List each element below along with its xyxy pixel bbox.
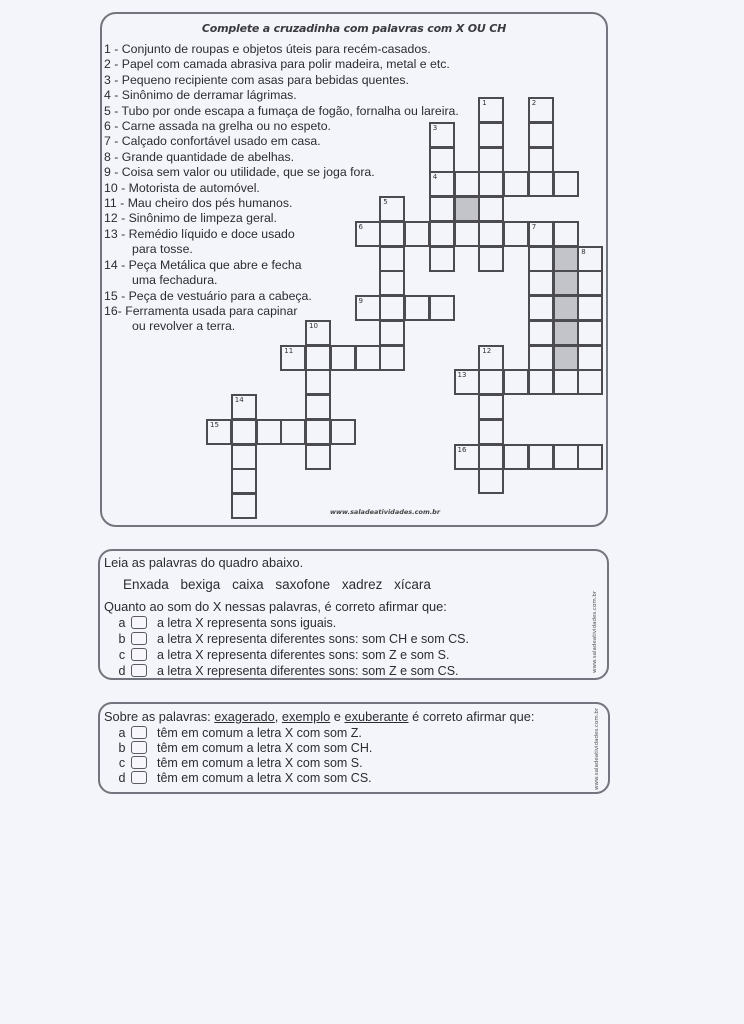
option-checkbox[interactable] [131, 756, 147, 769]
crossword-cell[interactable] [528, 246, 554, 272]
crossword-cell[interactable] [330, 345, 356, 371]
crossword-cell[interactable] [503, 171, 529, 197]
crossword-cell[interactable] [577, 295, 603, 321]
question-2-option-c[interactable] [116, 755, 363, 770]
crossword-cell[interactable] [553, 171, 579, 197]
clue-number-label: 16 [457, 445, 467, 454]
crossword-cell[interactable] [528, 295, 554, 321]
clue-15: 15 - Peça de vestuário para a cabeça. [104, 288, 312, 303]
crossword-cell[interactable] [478, 345, 504, 371]
crossword-cell[interactable] [528, 147, 554, 173]
crossword-cell[interactable] [305, 394, 331, 420]
crossword-cell[interactable] [478, 97, 504, 123]
crossword-cell[interactable] [577, 246, 603, 272]
option-text: a letra X representa diferentes sons: som Z e som CS. [157, 663, 459, 678]
option-text: têm em comum a letra X com som CH. [157, 740, 373, 755]
crossword-cell[interactable] [577, 369, 603, 395]
clue-number-label: 14 [234, 396, 244, 404]
crossword-cell[interactable] [429, 246, 455, 272]
crossword-cell[interactable] [528, 320, 554, 346]
crossword-cell[interactable] [528, 444, 554, 470]
crossword-cell[interactable] [478, 468, 504, 494]
crossword-shaded-cell [553, 246, 579, 272]
clue-13: 13 - Remédio líquido e doce usado [104, 226, 295, 241]
crossword-cell[interactable] [280, 345, 306, 371]
crossword-cell[interactable] [206, 419, 232, 445]
crossword-cell[interactable] [305, 444, 331, 470]
crossword-cell[interactable] [528, 369, 554, 395]
crossword-cell[interactable] [478, 419, 504, 445]
crossword-shaded-cell [553, 320, 579, 346]
option-text: a letra X representa sons iguais. [157, 615, 337, 630]
crossword-cell[interactable] [231, 394, 257, 420]
crossword-cell[interactable] [429, 147, 455, 173]
underlined-word-exemplo: exemplo [281, 709, 331, 724]
crossword-cell[interactable] [379, 270, 405, 296]
crossword-cell[interactable] [305, 345, 331, 371]
option-text: a letra X representa diferentes sons: som Z e som S. [157, 647, 450, 662]
question-1-intro: Leia as palavras do quadro abaixo. [104, 555, 304, 570]
crossword-cell[interactable] [379, 221, 405, 247]
option-checkbox[interactable] [131, 771, 147, 784]
clue-5: 5 - Tubo por onde escapa a fumaça de fogão, fornalha ou lareira. [104, 103, 459, 118]
crossword-cell[interactable] [478, 246, 504, 272]
crossword-shaded-cell [553, 270, 579, 296]
clue-9: 9 - Coisa sem valor ou utilidade, que se joga fora. [104, 165, 375, 180]
crossword-cell[interactable] [404, 221, 430, 247]
option-letter: c [118, 647, 126, 662]
clue-10: 10 - Motorista de automóvel. [104, 180, 260, 195]
crossword-cell[interactable] [355, 345, 381, 371]
question-2-option-a[interactable] [116, 725, 362, 740]
crossword-cell[interactable] [256, 419, 282, 445]
clue-number-label: 7 [531, 222, 537, 231]
crossword-cell[interactable] [553, 221, 579, 247]
option-letter: b [118, 740, 126, 755]
crossword-cell[interactable] [528, 97, 554, 123]
crossword-cell[interactable] [503, 369, 529, 395]
crossword-cell[interactable] [305, 419, 331, 445]
crossword-cell[interactable] [231, 493, 257, 519]
clue-number-label: 1 [482, 99, 487, 107]
crossword-grid [206, 97, 606, 527]
clue-number-label: 13 [457, 371, 467, 380]
crossword-cell[interactable] [429, 221, 455, 247]
clue-number-label: 11 [284, 346, 294, 355]
crossword-cell[interactable] [305, 320, 331, 346]
crossword-cell[interactable] [231, 419, 257, 445]
option-letter: c [118, 755, 126, 770]
crossword-cell[interactable] [577, 345, 603, 371]
option-letter: b [118, 631, 126, 646]
crossword-cell[interactable] [528, 122, 554, 148]
clue-number-label: 15 [210, 420, 219, 429]
crossword-cell[interactable] [478, 147, 504, 173]
question-2-panel [98, 702, 610, 794]
crossword-cell[interactable] [379, 320, 405, 346]
clue-3: 3 - Pequeno recipiente com asas para bebidas quentes. [104, 72, 409, 87]
crossword-shaded-cell [454, 196, 480, 222]
site-footer-url: www.saladeatividades.com.br [330, 508, 441, 516]
crossword-cell[interactable] [528, 345, 554, 371]
crossword-cell[interactable] [478, 394, 504, 420]
clue-12: 12 - Sinônimo de limpeza geral. [104, 211, 277, 226]
clue-number-label: 6 [358, 222, 363, 231]
prompt-suffix: é correto afirmar que: [408, 709, 535, 724]
question-1-panel [98, 549, 609, 680]
crossword-cell[interactable] [553, 369, 579, 395]
option-text: têm em comum a letra X com som CS. [157, 770, 372, 785]
crossword-cell[interactable] [478, 196, 504, 222]
crossword-shaded-cell [553, 295, 579, 321]
crossword-cell[interactable] [528, 270, 554, 296]
clue-number-label: 9 [358, 297, 363, 305]
crossword-cell[interactable] [404, 295, 430, 321]
underlined-word-exuberante: exuberante [344, 709, 409, 724]
question-1-prompt: Quanto ao som do X nessas palavras, é correto afirmar que: [104, 599, 447, 614]
crossword-shaded-cell [553, 345, 579, 371]
option-checkbox[interactable] [131, 741, 147, 754]
clue-number-label: 2 [531, 99, 537, 107]
crossword-cell[interactable] [355, 295, 381, 321]
crossword-cell[interactable] [478, 171, 504, 197]
crossword-cell[interactable] [429, 122, 455, 148]
word-list: Enxada bexiga caixa saxofone xadrez xícara [123, 577, 431, 592]
crossword-cell[interactable] [454, 221, 480, 247]
clue-8: 8 - Grande quantidade de abelhas. [104, 149, 295, 164]
clue-4: 4 - Sinônimo de derramar lágrimas. [104, 88, 297, 103]
clue-number-label: 5 [383, 198, 388, 206]
clue-14: 14 - Peça Metálica que abre e fecha [104, 257, 302, 272]
crossword-cell[interactable] [379, 295, 405, 321]
clue-number-label: 4 [432, 173, 438, 182]
option-checkbox[interactable] [131, 664, 147, 677]
option-checkbox[interactable] [131, 648, 147, 661]
crossword-cell[interactable] [553, 444, 579, 470]
crossword-cell[interactable] [429, 171, 455, 197]
option-letter: a [118, 725, 126, 740]
crossword-cell[interactable] [231, 468, 257, 494]
option-text: têm em comum a letra X com som S. [157, 755, 363, 770]
option-checkbox[interactable] [131, 616, 147, 629]
crossword-cell[interactable] [429, 196, 455, 222]
crossword-cell[interactable] [454, 369, 480, 395]
question-1-option-d[interactable] [116, 663, 459, 678]
clue-6: 6 - Carne assada na grelha ou no espeto. [104, 119, 331, 134]
clue-16-continuation: ou revolver a terra. [132, 319, 236, 334]
crossword-cell[interactable] [231, 444, 257, 470]
option-letter: d [118, 663, 126, 678]
clue-number-label: 10 [309, 321, 318, 330]
crossword-cell[interactable] [454, 171, 480, 197]
crossword-cell[interactable] [478, 444, 504, 470]
option-checkbox[interactable] [131, 632, 147, 645]
vertical-watermark: www.saladeatividades.com.br [594, 707, 600, 790]
clue-16: 16- Ferramenta usada para capinar [104, 303, 298, 318]
question-1-option-c[interactable] [116, 647, 450, 662]
crossword-cell[interactable] [305, 369, 331, 395]
clue-number-label: 12 [482, 346, 492, 355]
clue-number-label: 3 [432, 123, 438, 132]
crossword-cell[interactable] [503, 444, 529, 470]
question-1-option-b[interactable] [116, 631, 469, 646]
crossword-cell[interactable] [528, 171, 554, 197]
crossword-cell[interactable] [429, 295, 455, 321]
question-2-prompt [104, 709, 534, 724]
crossword-cell[interactable] [379, 246, 405, 272]
crossword-cell[interactable] [478, 221, 504, 247]
crossword-cell[interactable] [355, 221, 381, 247]
crossword-cell[interactable] [478, 122, 504, 148]
crossword-cell[interactable] [577, 320, 603, 346]
prompt-separator: , [274, 709, 282, 724]
clue-number-label: 8 [581, 247, 586, 256]
crossword-cell[interactable] [330, 419, 356, 445]
crossword-cell[interactable] [503, 221, 529, 247]
option-letter: a [118, 615, 126, 630]
question-2-option-d[interactable] [116, 770, 372, 785]
clue-11: 11 - Mau cheiro dos pés humanos. [104, 196, 293, 211]
clue-2: 2 - Papel com camada abrasiva para polir madeira, metal e etc. [104, 57, 450, 72]
clue-14-continuation: uma fechadura. [132, 273, 218, 288]
crossword-cell[interactable] [379, 345, 405, 371]
option-text: a letra X representa diferentes sons: som CH e som CS. [157, 631, 469, 646]
crossword-cell[interactable] [454, 444, 480, 470]
option-checkbox[interactable] [131, 726, 147, 739]
clue-13-continuation: para tosse. [132, 242, 193, 257]
crossword-cell[interactable] [577, 444, 603, 470]
crossword-cell[interactable] [577, 270, 603, 296]
crossword-title: Complete a cruzadinha com palavras com X OU CH [201, 22, 507, 35]
option-letter: d [118, 770, 126, 785]
crossword-cell[interactable] [280, 419, 306, 445]
crossword-cell[interactable] [478, 369, 504, 395]
option-text: têm em comum a letra X com som Z. [157, 725, 362, 740]
underlined-word-exagerado: exagerado [214, 709, 275, 724]
clue-1: 1 - Conjunto de roupas e objetos úteis para recém-casados. [104, 42, 431, 56]
vertical-watermark: www.saladeatividades.com.br [592, 590, 598, 673]
prompt-prefix: Sobre as palavras: [104, 709, 215, 724]
clue-7: 7 - Calçado confortável usado em casa. [104, 134, 321, 149]
question-2-option-b[interactable] [116, 740, 372, 755]
crossword-cell[interactable] [379, 196, 405, 222]
question-1-option-a[interactable] [116, 615, 336, 630]
crossword-cell[interactable] [528, 221, 554, 247]
prompt-separator: e [330, 709, 345, 724]
